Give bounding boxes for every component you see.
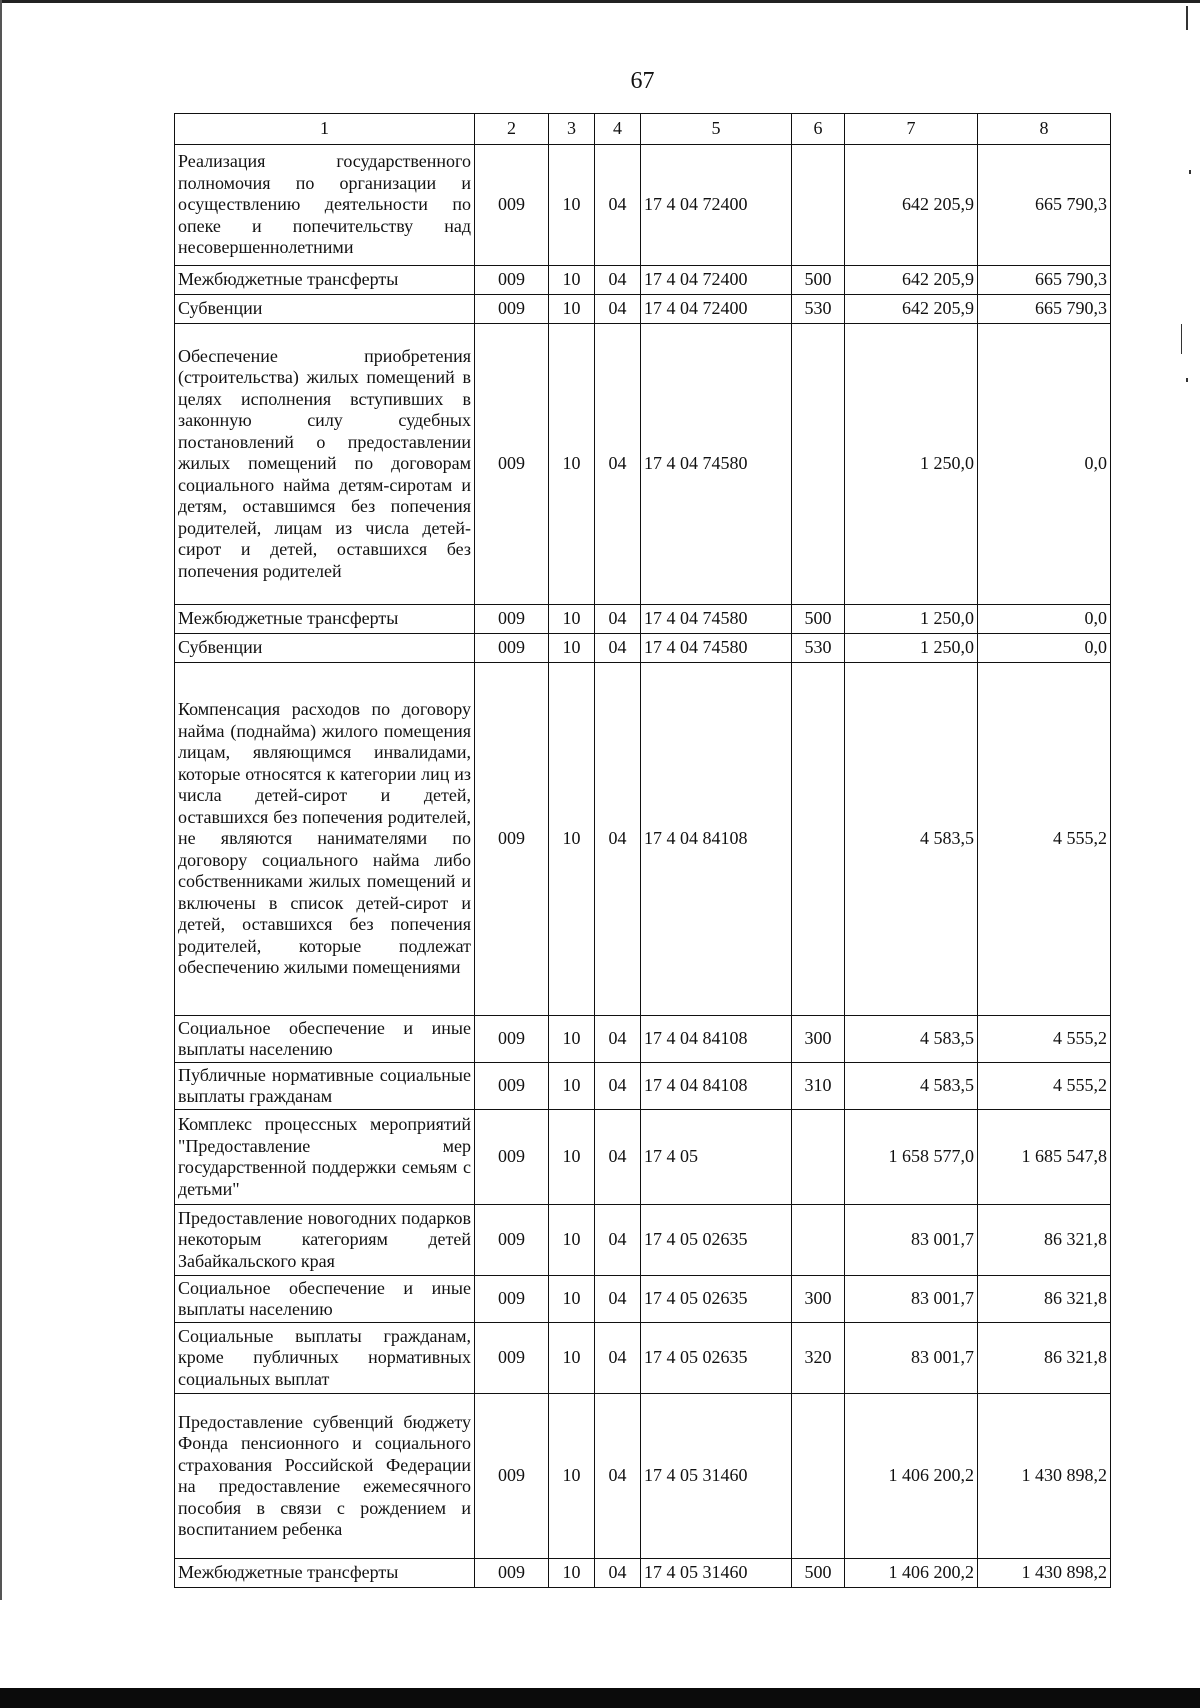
cell-amount-2: 0,0 bbox=[978, 634, 1111, 663]
cell-target-code: 17 4 04 84108 bbox=[641, 1063, 792, 1110]
cell-amount-2: 665 790,3 bbox=[978, 295, 1111, 324]
cell-amount-2: 1 430 898,2 bbox=[978, 1559, 1111, 1588]
cell-amount-2: 0,0 bbox=[978, 324, 1111, 605]
cell-expense-type: 530 bbox=[792, 295, 845, 324]
scan-mark bbox=[1186, 378, 1188, 382]
cell-target-code: 17 4 05 bbox=[641, 1110, 792, 1205]
cell-target-code: 17 4 05 02635 bbox=[641, 1323, 792, 1394]
table-row bbox=[175, 324, 1111, 605]
cell-expense-type: 500 bbox=[792, 605, 845, 634]
cell-target-code: 17 4 05 02635 bbox=[641, 1205, 792, 1276]
cell-target-code: 17 4 04 72400 bbox=[641, 266, 792, 295]
column-header: 6 bbox=[792, 114, 845, 145]
cell-section: 10 bbox=[549, 605, 595, 634]
cell-expense-type: 300 bbox=[792, 1016, 845, 1063]
cell-amount-1: 4 583,5 bbox=[845, 663, 978, 1016]
cell-target-code: 17 4 05 31460 bbox=[641, 1394, 792, 1559]
cell-expense-type: 320 bbox=[792, 1323, 845, 1394]
cell-ministry: 009 bbox=[475, 1276, 549, 1323]
cell-ministry: 009 bbox=[475, 1205, 549, 1276]
cell-ministry: 009 bbox=[475, 324, 549, 605]
cell-expense-type: 300 bbox=[792, 1276, 845, 1323]
column-header: 3 bbox=[549, 114, 595, 145]
cell-ministry: 009 bbox=[475, 145, 549, 266]
cell-amount-1: 4 583,5 bbox=[845, 1063, 978, 1110]
cell-ministry: 009 bbox=[475, 634, 549, 663]
table-row bbox=[175, 663, 1111, 1016]
cell-section: 10 bbox=[549, 1205, 595, 1276]
cell-subsection: 04 bbox=[595, 663, 641, 1016]
cell-amount-2: 86 321,8 bbox=[978, 1323, 1111, 1394]
cell-amount-1: 1 250,0 bbox=[845, 605, 978, 634]
cell-amount-2: 4 555,2 bbox=[978, 1063, 1111, 1110]
cell-amount-2: 665 790,3 bbox=[978, 266, 1111, 295]
table-row bbox=[175, 1276, 1111, 1323]
cell-amount-2: 1 430 898,2 bbox=[978, 1394, 1111, 1559]
cell-amount-1: 83 001,7 bbox=[845, 1276, 978, 1323]
cell-amount-1: 1 250,0 bbox=[845, 324, 978, 605]
cell-expense-type bbox=[792, 1110, 845, 1205]
cell-ministry: 009 bbox=[475, 295, 549, 324]
cell-amount-1: 4 583,5 bbox=[845, 1016, 978, 1063]
cell-subsection: 04 bbox=[595, 605, 641, 634]
row-name: Межбюджетные трансферты bbox=[175, 605, 475, 634]
row-name: Обеспечение приобретения (строительства) жилых помещений в целях исполнения вступивших в законную силу судебных постановлений о предоставлении жилых помещений по договорам социального найма детям-сиротам и детям, оставшимся без попечения родителей, лицам из числа детей-сирот и детей, оставшихся без попечения родителей bbox=[175, 324, 475, 605]
cell-target-code: 17 4 05 02635 bbox=[641, 1276, 792, 1323]
cell-amount-1: 642 205,9 bbox=[845, 266, 978, 295]
table-row bbox=[175, 605, 1111, 634]
cell-ministry: 009 bbox=[475, 663, 549, 1016]
scan-mark bbox=[1189, 170, 1191, 174]
cell-expense-type bbox=[792, 324, 845, 605]
row-name: Предоставление новогодних подарков некоторым категориям детей Забайкальского края bbox=[175, 1205, 475, 1276]
cell-amount-2: 0,0 bbox=[978, 605, 1111, 634]
cell-expense-type: 500 bbox=[792, 1559, 845, 1588]
cell-amount-1: 1 250,0 bbox=[845, 634, 978, 663]
cell-ministry: 009 bbox=[475, 1559, 549, 1588]
table-row bbox=[175, 1559, 1111, 1588]
cell-amount-1: 642 205,9 bbox=[845, 145, 978, 266]
page-number: 67 bbox=[630, 68, 655, 94]
cell-amount-2: 86 321,8 bbox=[978, 1276, 1111, 1323]
cell-section: 10 bbox=[549, 1559, 595, 1588]
column-header: 8 bbox=[978, 114, 1111, 145]
cell-section: 10 bbox=[549, 1110, 595, 1205]
table-row bbox=[175, 145, 1111, 266]
cell-section: 10 bbox=[549, 145, 595, 266]
cell-section: 10 bbox=[549, 1276, 595, 1323]
cell-amount-2: 4 555,2 bbox=[978, 1016, 1111, 1063]
row-name: Компенсация расходов по договору найма (поднайма) жилого помещения лицам, являющимся инвалидами, которые относятся к категории лиц из числа детей-сирот и детей, оставшихся без попечения родителей, не являются нанимателями по договору социального найма либо собственниками жилых помещений и включены в список детей-сирот и детей, оставшихся без попечения родителей, которые подлежат обеспечению жилыми помещениями bbox=[175, 663, 475, 1016]
column-header: 4 bbox=[595, 114, 641, 145]
table-row bbox=[175, 266, 1111, 295]
cell-section: 10 bbox=[549, 1323, 595, 1394]
row-name: Субвенции bbox=[175, 634, 475, 663]
row-name: Социальные выплаты гражданам, кроме публичных нормативных социальных выплат bbox=[175, 1323, 475, 1394]
table-row bbox=[175, 1323, 1111, 1394]
cell-ministry: 009 bbox=[475, 1063, 549, 1110]
cell-section: 10 bbox=[549, 266, 595, 295]
cell-subsection: 04 bbox=[595, 634, 641, 663]
cell-subsection: 04 bbox=[595, 1063, 641, 1110]
cell-expense-type bbox=[792, 1205, 845, 1276]
table-header-row bbox=[175, 114, 1111, 145]
cell-amount-1: 642 205,9 bbox=[845, 295, 978, 324]
cell-section: 10 bbox=[549, 663, 595, 1016]
scan-top-edge bbox=[0, 0, 1200, 3]
row-name: Межбюджетные трансферты bbox=[175, 266, 475, 295]
table-row bbox=[175, 1063, 1111, 1110]
cell-target-code: 17 4 04 72400 bbox=[641, 295, 792, 324]
cell-amount-1: 1 406 200,2 bbox=[845, 1559, 978, 1588]
cell-expense-type: 310 bbox=[792, 1063, 845, 1110]
cell-expense-type: 530 bbox=[792, 634, 845, 663]
row-name: Межбюджетные трансферты bbox=[175, 1559, 475, 1588]
column-header: 5 bbox=[641, 114, 792, 145]
table-row bbox=[175, 1016, 1111, 1063]
cell-ministry: 009 bbox=[475, 1323, 549, 1394]
table-row bbox=[175, 634, 1111, 663]
cell-target-code: 17 4 04 74580 bbox=[641, 634, 792, 663]
cell-subsection: 04 bbox=[595, 1016, 641, 1063]
cell-subsection: 04 bbox=[595, 324, 641, 605]
cell-amount-2: 665 790,3 bbox=[978, 145, 1111, 266]
column-header: 2 bbox=[475, 114, 549, 145]
cell-ministry: 009 bbox=[475, 1016, 549, 1063]
cell-section: 10 bbox=[549, 295, 595, 324]
cell-subsection: 04 bbox=[595, 1559, 641, 1588]
cell-amount-2: 4 555,2 bbox=[978, 663, 1111, 1016]
scan-bottom-edge bbox=[0, 1688, 1200, 1708]
cell-ministry: 009 bbox=[475, 605, 549, 634]
cell-subsection: 04 bbox=[595, 295, 641, 324]
cell-target-code: 17 4 04 74580 bbox=[641, 324, 792, 605]
cell-subsection: 04 bbox=[595, 1394, 641, 1559]
cell-ministry: 009 bbox=[475, 1110, 549, 1205]
row-name: Социальное обеспечение и иные выплаты населению bbox=[175, 1276, 475, 1323]
cell-amount-1: 83 001,7 bbox=[845, 1323, 978, 1394]
table-row bbox=[175, 1394, 1111, 1559]
cell-ministry: 009 bbox=[475, 1394, 549, 1559]
scan-mark bbox=[1186, 6, 1188, 30]
cell-subsection: 04 bbox=[595, 1323, 641, 1394]
column-header: 7 bbox=[845, 114, 978, 145]
cell-subsection: 04 bbox=[595, 1110, 641, 1205]
cell-section: 10 bbox=[549, 324, 595, 605]
table-row bbox=[175, 1205, 1111, 1276]
cell-subsection: 04 bbox=[595, 145, 641, 266]
row-name: Комплекс процессных мероприятий "Предоставление мер государственной поддержки семьям с детьми" bbox=[175, 1110, 475, 1205]
cell-expense-type bbox=[792, 1394, 845, 1559]
cell-amount-1: 1 406 200,2 bbox=[845, 1394, 978, 1559]
cell-amount-1: 83 001,7 bbox=[845, 1205, 978, 1276]
table-row bbox=[175, 1110, 1111, 1205]
cell-subsection: 04 bbox=[595, 1205, 641, 1276]
column-header: 1 bbox=[175, 114, 475, 145]
row-name: Субвенции bbox=[175, 295, 475, 324]
row-name: Предоставление субвенций бюджету Фонда пенсионного и социального страхования Российской Федерации на предоставление ежемесячного пособия в связи с рождением и воспитанием ребенка bbox=[175, 1394, 475, 1559]
cell-expense-type bbox=[792, 145, 845, 266]
cell-section: 10 bbox=[549, 1063, 595, 1110]
table-row bbox=[175, 295, 1111, 324]
cell-expense-type: 500 bbox=[792, 266, 845, 295]
cell-expense-type bbox=[792, 663, 845, 1016]
cell-section: 10 bbox=[549, 1394, 595, 1559]
row-name: Публичные нормативные социальные выплаты гражданам bbox=[175, 1063, 475, 1110]
cell-target-code: 17 4 04 84108 bbox=[641, 663, 792, 1016]
cell-subsection: 04 bbox=[595, 1276, 641, 1323]
cell-amount-2: 86 321,8 bbox=[978, 1205, 1111, 1276]
cell-ministry: 009 bbox=[475, 266, 549, 295]
cell-amount-1: 1 658 577,0 bbox=[845, 1110, 978, 1205]
cell-target-code: 17 4 04 72400 bbox=[641, 145, 792, 266]
scan-mark bbox=[1181, 324, 1182, 354]
cell-section: 10 bbox=[549, 1016, 595, 1063]
cell-target-code: 17 4 04 74580 bbox=[641, 605, 792, 634]
cell-target-code: 17 4 05 31460 bbox=[641, 1559, 792, 1588]
cell-section: 10 bbox=[549, 634, 595, 663]
cell-amount-2: 1 685 547,8 bbox=[978, 1110, 1111, 1205]
budget-table bbox=[174, 113, 1111, 1588]
row-name: Социальное обеспечение и иные выплаты населению bbox=[175, 1016, 475, 1063]
scan-left-edge bbox=[0, 0, 2, 1600]
row-name: Реализация государственного полномочия по организации и осуществлению деятельности по опеке и попечительству над несовершеннолетними bbox=[175, 145, 475, 266]
cell-subsection: 04 bbox=[595, 266, 641, 295]
cell-target-code: 17 4 04 84108 bbox=[641, 1016, 792, 1063]
